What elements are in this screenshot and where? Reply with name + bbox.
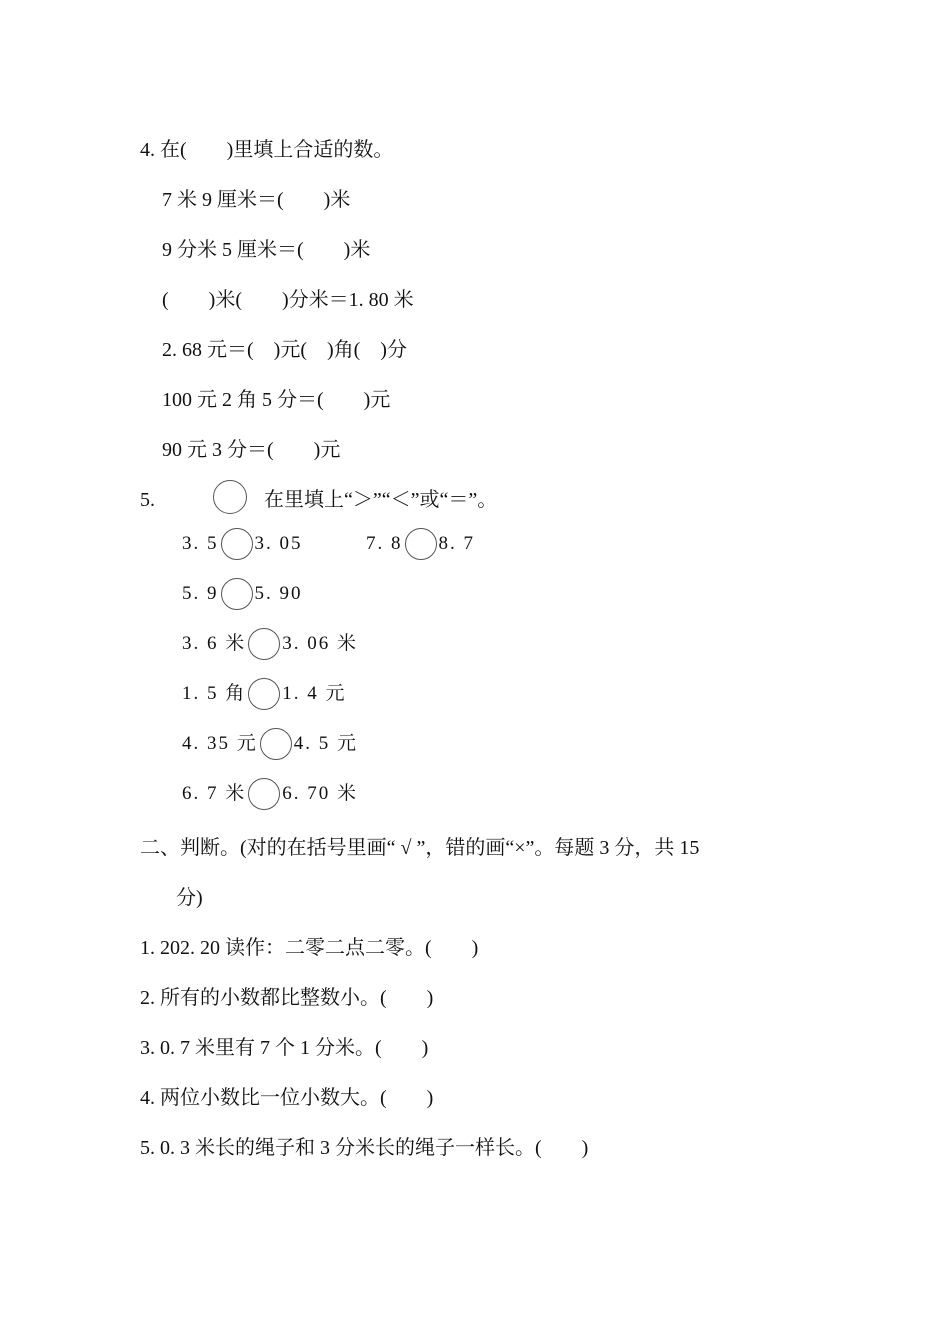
q4-item-6: 90 元 3 分＝( )元 <box>162 439 341 461</box>
compare-circle[interactable] <box>248 778 280 810</box>
q4-item-4: 2. 68 元＝( )元( )角( )分 <box>162 339 407 361</box>
section2-heading-cont: 分) <box>176 887 203 909</box>
compare-row <box>182 678 347 710</box>
compare-left: 5. 9 <box>182 583 219 604</box>
judge-item-4: 4. 两位小数比一位小数大。( ) <box>140 1087 434 1109</box>
q4-item-5: 100 元 2 角 5 分＝( )元 <box>162 389 391 411</box>
q4-item-1: 7 米 9 厘米＝( )米 <box>162 189 351 211</box>
compare-right: 8. 7 <box>438 533 475 554</box>
compare-left: 1. 5 角 <box>182 683 247 704</box>
compare-circle[interactable] <box>248 628 280 660</box>
compare-row <box>182 778 358 810</box>
compare-left: 3. 5 <box>182 533 219 554</box>
judge-item-2: 2. 所有的小数都比整数小。( ) <box>140 987 434 1009</box>
judge-item-1: 1. 202. 20 读作：二零二点二零。( ) <box>140 937 479 959</box>
judge-item-3: 3. 0. 7 米里有 7 个 1 分米。( ) <box>140 1037 429 1059</box>
q4-title: 4. 在( )里填上合适的数。 <box>140 139 394 161</box>
answer-circle-icon <box>213 480 247 514</box>
compare-right: 6. 70 米 <box>282 783 359 804</box>
q5-number: 5. <box>140 489 155 511</box>
judge-item-5: 5. 0. 3 米长的绳子和 3 分米长的绳子一样长。( ) <box>140 1137 589 1159</box>
compare-right: 4. 5 元 <box>293 733 359 754</box>
compare-left: 6. 7 米 <box>182 783 247 804</box>
compare-row <box>182 528 303 560</box>
compare-right: 5. 90 <box>254 583 303 604</box>
compare-circle[interactable] <box>221 578 253 610</box>
q4-item-2: 9 分米 5 厘米＝( )米 <box>162 239 371 261</box>
compare-row <box>182 578 303 610</box>
compare-circle[interactable] <box>405 528 437 560</box>
compare-right: 1. 4 元 <box>282 683 347 704</box>
compare-left: 7. 8 <box>366 533 403 554</box>
section2-heading: 二、判断。(对的在括号里画“ √ ”，错的画“×”。每题 3 分，共 15 <box>140 837 700 859</box>
q5-instruction: 在里填上“＞”“＜”或“＝”。 <box>264 489 498 511</box>
compare-row <box>182 628 358 660</box>
compare-right: 3. 06 米 <box>282 633 359 654</box>
compare-circle[interactable] <box>221 528 253 560</box>
compare-row <box>366 528 475 560</box>
compare-left: 4. 35 元 <box>182 733 258 754</box>
compare-left: 3. 6 米 <box>182 633 247 654</box>
q4-item-3: ( )米( )分米＝1. 80 米 <box>162 289 414 311</box>
compare-circle[interactable] <box>260 728 292 760</box>
compare-circle[interactable] <box>248 678 280 710</box>
compare-row <box>182 728 358 760</box>
compare-right: 3. 05 <box>254 533 303 554</box>
